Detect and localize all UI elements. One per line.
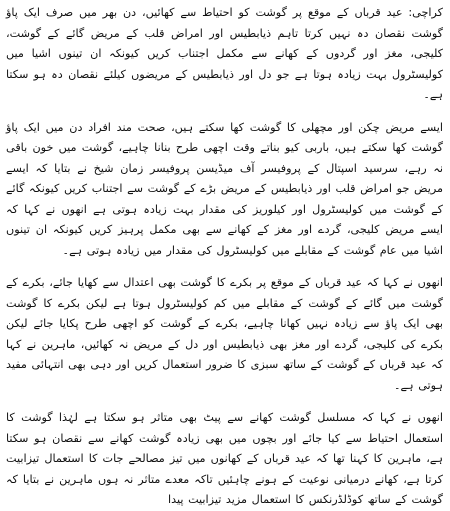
article-paragraph: ایسے مریض چکن اور مچھلی کا گوشت کھا سکتے ہیں، صحت مند افراد دن میں ایک پاؤ گوشت کھا سکتے ہیں، باربی کیو بناتے وقت اچھی طرح بنانا چاہیے، گوشت میں خون باقی نہ رہے، سرسید اسپتال کے پروفیسر آف میڈیسن پروفیسر زمان شیخ نے بتایا کہ ایسے مریض جو امراض قلب اور ذیابطیس کے مریض بڑے کے گوشت سے اجتناب کریں کیونکہ گائے کے گوشت میں کولیسٹرول اور کیلوریز کی مقدار بہت زیادہ ہوتی ہے انھوں نے کہا کہ ایسے مریض کلیجی، گردے اور مغز کے کھانے سے بھی مکمل پرہیز کریں کیونکہ ان تینوں اشیا میں عام گوشت کے مقابلے میں کولیسٹرول کی مقدار میں زیادہ ہوتی ہے۔ — [6, 120, 443, 257]
article-paragraph: انھوں نے کہا کہ مسلسل گوشت کھانے سے پیٹ بھی متاثر ہو سکتا ہے لہٰذا گوشت کا استعمال احتیاط سے کیا جائے اور بچوں میں بھی زیادہ گوشت کھانے سے نقصان ہو سکتا ہے، ماہرین کا کہنا تھا کہ عید قرباں کے کھانوں میں تیز مصالحے جات کا استعمال تیزابیت کرتا ہے، کھانے درمیانی نوعیت کے ہونے چاہئیں تاکہ معدے متاثر نہ ہوں ماہرین نے بتایا کہ گوشت کے ساتھ کوڈلڈرنکس کا استعمال مزید تیزابیت پیدا — [6, 411, 443, 506]
article-paragraph: انھوں نے کہا کہ عید قرباں کے موقع پر بکرے کا گوشت بھی اعتدال سے کھایا جائے، بکرے کے گوشت میں گائے کے گوشت کے مقابلے میں کم کولیسٹرول ہوتا ہے لیکن بکرے کا گوشت بھی ایک پاؤ سے زیادہ نہیں کھانا چاہیے، بکرے کے گوشت کو اچھی طرح پکایا جائے لیکن بکرے کی کلیجی، گردے اور مغز بھی ذیابطیس اور دل کے مریض نہ کھائیں، ماہرین نے کہا کہ عید قرباں کے گوشت کے ساتھ سبزی کا ضرور استعمال کریں اور دہی بھی انتہائی مفید ہوتی ہے۔ — [6, 276, 443, 392]
article-paragraph: کراچی: عید قرباں کے موقع پر گوشت کو احتیاط سے کھائیں، دن بھر میں صرف ایک پاؤ گوشت نقصان دہ نہیں کرتا تاہم ذیابطیس اور امراض قلب کے مریض گائے کے گوشت، کلیجی، مغز اور گردوں کے کھانے سے مکمل اجتناب کریں کیونکہ ان تینوں اشیا میں کولیسٹرول بہت زیادہ ہوتا ہے جو دل اور ذیابطیس کے مریضوں کیلئے نقصان دہ ہو سکتا ہے۔ — [6, 6, 443, 101]
